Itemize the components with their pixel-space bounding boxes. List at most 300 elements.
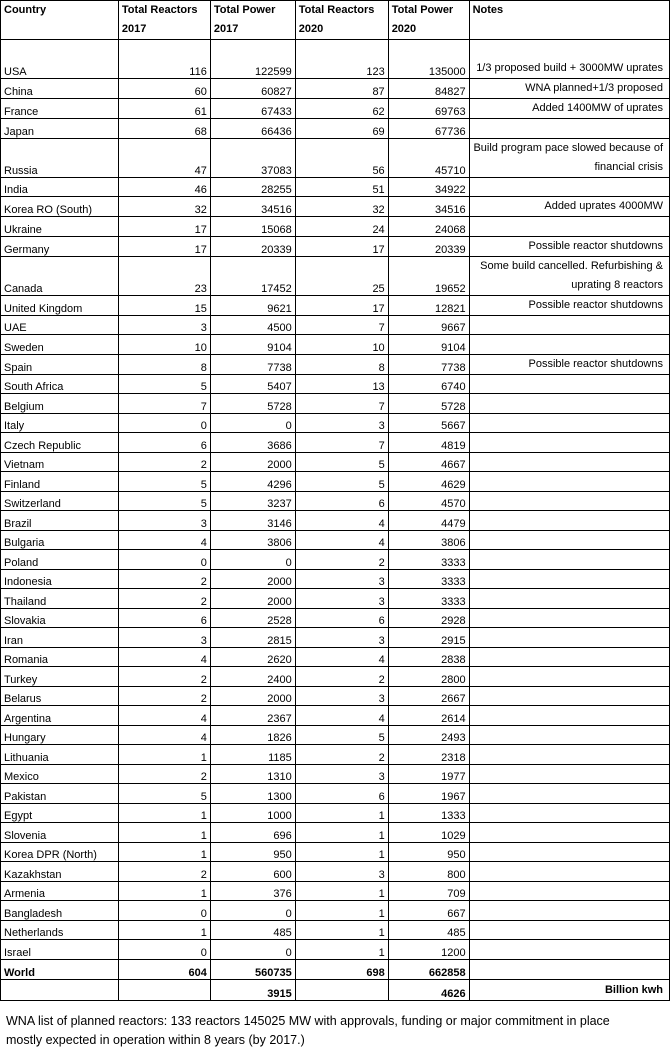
reactors-2020-cell: 5 xyxy=(295,452,388,472)
energy-total-row xyxy=(1,979,670,1000)
reactors-2017-cell: 3 xyxy=(118,511,210,531)
notes-cell xyxy=(469,472,669,492)
power-2020-cell: 4667 xyxy=(388,452,469,472)
table-row xyxy=(1,236,670,256)
country-cell: Bulgaria xyxy=(1,530,119,550)
power-2017-cell: 2000 xyxy=(210,569,295,589)
power-2017-cell: 0 xyxy=(210,940,295,960)
power-2017-cell: 37083 xyxy=(210,138,295,177)
notes-cell: Possible reactor shutdowns xyxy=(469,295,669,315)
power-2017-cell: 5728 xyxy=(210,394,295,414)
table-row xyxy=(1,901,670,921)
power-2017-cell: 696 xyxy=(210,823,295,843)
power-2017-cell: 3806 xyxy=(210,530,295,550)
power-2020-cell: 950 xyxy=(388,842,469,862)
power-2020-cell: 2838 xyxy=(388,647,469,667)
reactors-2020-cell: 3 xyxy=(295,569,388,589)
reactors-2017-cell: 2 xyxy=(118,452,210,472)
power-2017-cell: 2620 xyxy=(210,647,295,667)
power-2017-cell: 2000 xyxy=(210,686,295,706)
country-cell: Lithuania xyxy=(1,745,119,765)
table-row xyxy=(1,138,670,177)
power-2017-cell: 34516 xyxy=(210,197,295,217)
table-row xyxy=(1,745,670,765)
power-2017-cell: 2815 xyxy=(210,628,295,648)
reactors-2020-cell: 1 xyxy=(295,842,388,862)
table-row xyxy=(1,686,670,706)
country-cell: China xyxy=(1,79,119,99)
reactors-2020-cell: 2 xyxy=(295,550,388,570)
country-cell: South Africa xyxy=(1,374,119,394)
table-row xyxy=(1,940,670,960)
reactors-2020-cell: 25 xyxy=(295,256,388,295)
notes-cell xyxy=(469,628,669,648)
footer-line-1: WNA list of planned reactors: 133 reactors 145025 MW with approvals, funding or major commitment in place xyxy=(6,1014,610,1028)
reactors-2020-cell: 4 xyxy=(295,511,388,531)
reactors-2020-cell: 1 xyxy=(295,940,388,960)
power-2020-cell: 7738 xyxy=(388,354,469,374)
notes-cell xyxy=(469,823,669,843)
power-2020-cell: 1029 xyxy=(388,823,469,843)
country-cell: Finland xyxy=(1,472,119,492)
table-row xyxy=(1,706,670,726)
world-notes-cell xyxy=(469,959,669,979)
power-2017-cell: 2367 xyxy=(210,706,295,726)
country-cell: USA xyxy=(1,40,119,79)
reactors-2017-cell: 10 xyxy=(118,335,210,355)
notes-cell xyxy=(469,589,669,609)
reactors-2020-cell: 4 xyxy=(295,647,388,667)
header-power-2017: Total Power 2017 xyxy=(210,1,295,40)
power-2020-cell: 24068 xyxy=(388,217,469,237)
power-2017-cell: 1310 xyxy=(210,764,295,784)
table-row xyxy=(1,511,670,531)
reactors-2020-cell: 6 xyxy=(295,608,388,628)
world-power-2020: 662858 xyxy=(388,959,469,979)
power-2017-cell: 7738 xyxy=(210,354,295,374)
notes-cell xyxy=(469,394,669,414)
country-cell: Ukraine xyxy=(1,217,119,237)
power-2017-cell: 2000 xyxy=(210,452,295,472)
country-cell: Czech Republic xyxy=(1,433,119,453)
notes-cell xyxy=(469,491,669,511)
country-cell: Pakistan xyxy=(1,784,119,804)
table-row xyxy=(1,803,670,823)
power-2017-cell: 60827 xyxy=(210,79,295,99)
country-cell: Argentina xyxy=(1,706,119,726)
notes-cell xyxy=(469,647,669,667)
power-2017-cell: 600 xyxy=(210,862,295,882)
reactors-2017-cell: 0 xyxy=(118,413,210,433)
power-2017-cell: 4500 xyxy=(210,315,295,335)
reactors-2017-cell: 6 xyxy=(118,608,210,628)
power-2020-cell: 9667 xyxy=(388,315,469,335)
power-2017-cell: 2528 xyxy=(210,608,295,628)
energy-2020: 4626 xyxy=(388,979,469,1000)
world-total-row xyxy=(1,959,670,979)
power-2017-cell: 9104 xyxy=(210,335,295,355)
reactors-2020-cell: 123 xyxy=(295,40,388,79)
table-row xyxy=(1,667,670,687)
power-2017-cell: 0 xyxy=(210,901,295,921)
table-row xyxy=(1,550,670,570)
reactors-2017-cell: 15 xyxy=(118,295,210,315)
reactors-2020-cell: 51 xyxy=(295,177,388,197)
power-2017-cell: 9621 xyxy=(210,295,295,315)
country-cell: Kazakhstan xyxy=(1,862,119,882)
energy-unit-note: Billion kwh xyxy=(469,979,669,1000)
power-2020-cell: 19652 xyxy=(388,256,469,295)
reactors-2020-cell: 1 xyxy=(295,901,388,921)
country-cell: Indonesia xyxy=(1,569,119,589)
reactors-2020-cell: 3 xyxy=(295,628,388,648)
reactors-2017-cell: 5 xyxy=(118,491,210,511)
power-2020-cell: 3333 xyxy=(388,589,469,609)
power-2020-cell: 9104 xyxy=(388,335,469,355)
power-2017-cell: 4296 xyxy=(210,472,295,492)
footer-note xyxy=(6,1012,670,1050)
reactors-2017-cell: 0 xyxy=(118,901,210,921)
reactors-2017-cell: 17 xyxy=(118,217,210,237)
table-row xyxy=(1,40,670,79)
power-2020-cell: 34516 xyxy=(388,197,469,217)
power-2017-cell: 15068 xyxy=(210,217,295,237)
power-2020-cell: 6740 xyxy=(388,374,469,394)
notes-cell xyxy=(469,413,669,433)
power-2017-cell: 376 xyxy=(210,881,295,901)
country-cell: Korea RO (South) xyxy=(1,197,119,217)
reactors-2017-cell: 5 xyxy=(118,374,210,394)
reactors-2017-cell: 2 xyxy=(118,686,210,706)
table-row xyxy=(1,335,670,355)
power-2020-cell: 2800 xyxy=(388,667,469,687)
table-row xyxy=(1,354,670,374)
notes-cell xyxy=(469,940,669,960)
power-2017-cell: 3686 xyxy=(210,433,295,453)
reactors-2017-cell: 68 xyxy=(118,119,210,139)
table-row xyxy=(1,491,670,511)
country-cell: Slovenia xyxy=(1,823,119,843)
table-row xyxy=(1,589,670,609)
power-2020-cell: 3806 xyxy=(388,530,469,550)
country-cell: Hungary xyxy=(1,725,119,745)
table-row xyxy=(1,764,670,784)
header-row xyxy=(1,1,670,40)
country-cell: Turkey xyxy=(1,667,119,687)
reactors-2017-cell: 2 xyxy=(118,569,210,589)
notes-cell xyxy=(469,177,669,197)
reactors-2017-cell: 4 xyxy=(118,647,210,667)
world-label: World xyxy=(1,959,119,979)
table-row xyxy=(1,608,670,628)
power-2020-cell: 2915 xyxy=(388,628,469,648)
country-cell: Armenia xyxy=(1,881,119,901)
notes-cell xyxy=(469,511,669,531)
power-2020-cell: 69763 xyxy=(388,99,469,119)
reactors-2017-cell: 23 xyxy=(118,256,210,295)
notes-cell xyxy=(469,550,669,570)
power-2020-cell: 1333 xyxy=(388,803,469,823)
notes-cell xyxy=(469,335,669,355)
header-notes: Notes xyxy=(469,1,669,40)
reactors-2020-cell: 3 xyxy=(295,862,388,882)
notes-cell xyxy=(469,901,669,921)
world-reactors-2017: 604 xyxy=(118,959,210,979)
country-cell: Belgium xyxy=(1,394,119,414)
power-2017-cell: 3237 xyxy=(210,491,295,511)
table-row xyxy=(1,647,670,667)
country-cell: Canada xyxy=(1,256,119,295)
reactors-2020-cell: 3 xyxy=(295,413,388,433)
table-row xyxy=(1,784,670,804)
reactors-2017-cell: 5 xyxy=(118,784,210,804)
table-row xyxy=(1,256,670,295)
power-2020-cell: 1200 xyxy=(388,940,469,960)
notes-cell xyxy=(469,530,669,550)
country-cell: Spain xyxy=(1,354,119,374)
power-2020-cell: 5667 xyxy=(388,413,469,433)
notes-cell xyxy=(469,217,669,237)
country-cell: Brazil xyxy=(1,511,119,531)
country-cell: Switzerland xyxy=(1,491,119,511)
power-2017-cell: 122599 xyxy=(210,40,295,79)
notes-cell: Added uprates 4000MW xyxy=(469,197,669,217)
power-2020-cell: 12821 xyxy=(388,295,469,315)
reactors-2020-cell: 6 xyxy=(295,784,388,804)
power-2017-cell: 0 xyxy=(210,413,295,433)
country-cell: Italy xyxy=(1,413,119,433)
notes-cell: Some build cancelled. Refurbishing & uprating 8 reactors xyxy=(469,256,669,295)
reactors-2020-cell: 13 xyxy=(295,374,388,394)
header-reactors-2020: Total Reactors 2020 xyxy=(295,1,388,40)
notes-cell xyxy=(469,725,669,745)
country-cell: Egypt xyxy=(1,803,119,823)
country-cell: Sweden xyxy=(1,335,119,355)
power-2020-cell: 3333 xyxy=(388,569,469,589)
reactors-2020-cell: 1 xyxy=(295,881,388,901)
power-2017-cell: 0 xyxy=(210,550,295,570)
power-2020-cell: 2614 xyxy=(388,706,469,726)
reactors-2017-cell: 17 xyxy=(118,236,210,256)
reactors-2017-cell: 3 xyxy=(118,628,210,648)
table-row xyxy=(1,823,670,843)
power-2020-cell: 1977 xyxy=(388,764,469,784)
reactors-2020-cell: 4 xyxy=(295,530,388,550)
notes-cell xyxy=(469,842,669,862)
table-row xyxy=(1,530,670,550)
reactors-2020-cell: 62 xyxy=(295,99,388,119)
reactors-2017-cell: 1 xyxy=(118,881,210,901)
country-cell: Poland xyxy=(1,550,119,570)
notes-cell xyxy=(469,764,669,784)
notes-cell: Added 1400MW of uprates xyxy=(469,99,669,119)
reactors-2020-cell: 4 xyxy=(295,706,388,726)
power-2020-cell: 4629 xyxy=(388,472,469,492)
reactors-2020-cell: 1 xyxy=(295,803,388,823)
notes-cell xyxy=(469,803,669,823)
country-cell: France xyxy=(1,99,119,119)
energy-2017: 3915 xyxy=(210,979,295,1000)
reactors-2017-cell: 1 xyxy=(118,842,210,862)
power-2020-cell: 2318 xyxy=(388,745,469,765)
country-cell: Mexico xyxy=(1,764,119,784)
table-row xyxy=(1,119,670,139)
power-2017-cell: 1185 xyxy=(210,745,295,765)
reactors-2017-cell: 60 xyxy=(118,79,210,99)
power-2017-cell: 17452 xyxy=(210,256,295,295)
table-row xyxy=(1,99,670,119)
world-reactors-2020: 698 xyxy=(295,959,388,979)
notes-cell: Possible reactor shutdowns xyxy=(469,236,669,256)
power-2017-cell: 66436 xyxy=(210,119,295,139)
notes-cell xyxy=(469,686,669,706)
notes-cell xyxy=(469,119,669,139)
notes-cell xyxy=(469,452,669,472)
notes-cell xyxy=(469,433,669,453)
table-row xyxy=(1,79,670,99)
country-cell: Israel xyxy=(1,940,119,960)
table-row xyxy=(1,295,670,315)
reactors-2020-cell: 1 xyxy=(295,920,388,940)
country-cell: Thailand xyxy=(1,589,119,609)
power-2020-cell: 5728 xyxy=(388,394,469,414)
notes-cell xyxy=(469,374,669,394)
reactors-2020-cell: 2 xyxy=(295,667,388,687)
reactors-2017-cell: 47 xyxy=(118,138,210,177)
country-cell: Germany xyxy=(1,236,119,256)
power-2020-cell: 20339 xyxy=(388,236,469,256)
reactors-2017-cell: 8 xyxy=(118,354,210,374)
power-2017-cell: 1826 xyxy=(210,725,295,745)
power-2017-cell: 1000 xyxy=(210,803,295,823)
power-2017-cell: 3146 xyxy=(210,511,295,531)
reactors-2017-cell: 46 xyxy=(118,177,210,197)
notes-cell xyxy=(469,569,669,589)
reactors-2017-cell: 3 xyxy=(118,315,210,335)
power-2020-cell: 1967 xyxy=(388,784,469,804)
reactors-2017-cell: 1 xyxy=(118,803,210,823)
table-row xyxy=(1,472,670,492)
reactors-2020-cell: 2 xyxy=(295,745,388,765)
power-2020-cell: 800 xyxy=(388,862,469,882)
world-power-2017: 560735 xyxy=(210,959,295,979)
power-2017-cell: 5407 xyxy=(210,374,295,394)
footer-line-2: mostly expected in operation within 8 years (by 2017.) xyxy=(6,1033,305,1047)
power-2020-cell: 709 xyxy=(388,881,469,901)
power-2020-cell: 2667 xyxy=(388,686,469,706)
header-power-2020: Total Power 2020 xyxy=(388,1,469,40)
country-cell: Japan xyxy=(1,119,119,139)
reactors-2020-cell: 10 xyxy=(295,335,388,355)
power-2020-cell: 4479 xyxy=(388,511,469,531)
notes-cell: Build program pace slowed because of financial crisis xyxy=(469,138,669,177)
reactors-2020-cell: 3 xyxy=(295,764,388,784)
energy-empty-2 xyxy=(118,979,210,1000)
table-row xyxy=(1,433,670,453)
reactors-2020-cell: 8 xyxy=(295,354,388,374)
table-row xyxy=(1,394,670,414)
table-row xyxy=(1,628,670,648)
reactors-2017-cell: 32 xyxy=(118,197,210,217)
notes-cell xyxy=(469,862,669,882)
header-country: Country xyxy=(1,1,119,40)
notes-cell xyxy=(469,315,669,335)
country-cell: Bangladesh xyxy=(1,901,119,921)
power-2020-cell: 3333 xyxy=(388,550,469,570)
notes-cell xyxy=(469,881,669,901)
reactors-2020-cell: 87 xyxy=(295,79,388,99)
table-row xyxy=(1,217,670,237)
reactors-2020-cell: 56 xyxy=(295,138,388,177)
energy-empty-3 xyxy=(295,979,388,1000)
reactors-2017-cell: 7 xyxy=(118,394,210,414)
reactors-2020-cell: 6 xyxy=(295,491,388,511)
notes-cell xyxy=(469,608,669,628)
reactors-2017-cell: 4 xyxy=(118,530,210,550)
country-cell: Netherlands xyxy=(1,920,119,940)
reactors-2020-cell: 3 xyxy=(295,686,388,706)
country-cell: India xyxy=(1,177,119,197)
country-cell: Russia xyxy=(1,138,119,177)
reactors-2020-cell: 32 xyxy=(295,197,388,217)
table-row xyxy=(1,374,670,394)
country-cell: Romania xyxy=(1,647,119,667)
table-row xyxy=(1,842,670,862)
reactors-2017-cell: 1 xyxy=(118,745,210,765)
reactors-2017-cell: 2 xyxy=(118,667,210,687)
table-row xyxy=(1,862,670,882)
power-2020-cell: 67736 xyxy=(388,119,469,139)
notes-cell xyxy=(469,920,669,940)
notes-cell xyxy=(469,706,669,726)
reactors-2020-cell: 3 xyxy=(295,589,388,609)
country-cell: UAE xyxy=(1,315,119,335)
country-cell: Slovakia xyxy=(1,608,119,628)
table-row xyxy=(1,413,670,433)
reactors-2017-cell: 1 xyxy=(118,920,210,940)
power-2020-cell: 34922 xyxy=(388,177,469,197)
country-cell: Korea DPR (North) xyxy=(1,842,119,862)
country-cell: Iran xyxy=(1,628,119,648)
table-row xyxy=(1,177,670,197)
reactors-2017-cell: 2 xyxy=(118,764,210,784)
table-row xyxy=(1,452,670,472)
power-2017-cell: 20339 xyxy=(210,236,295,256)
country-cell: United Kingdom xyxy=(1,295,119,315)
power-2020-cell: 2493 xyxy=(388,725,469,745)
reactors-2017-cell: 4 xyxy=(118,725,210,745)
notes-cell xyxy=(469,784,669,804)
power-2017-cell: 1300 xyxy=(210,784,295,804)
reactors-2017-cell: 116 xyxy=(118,40,210,79)
country-cell: Belarus xyxy=(1,686,119,706)
power-2017-cell: 28255 xyxy=(210,177,295,197)
reactors-2017-cell: 6 xyxy=(118,433,210,453)
power-2020-cell: 667 xyxy=(388,901,469,921)
table-row xyxy=(1,920,670,940)
header-reactors-2017: Total Reactors 2017 xyxy=(118,1,210,40)
reactors-2017-cell: 2 xyxy=(118,589,210,609)
table-row xyxy=(1,725,670,745)
reactors-2020-cell: 5 xyxy=(295,472,388,492)
table-row xyxy=(1,569,670,589)
reactors-2020-cell: 7 xyxy=(295,315,388,335)
reactors-2020-cell: 7 xyxy=(295,394,388,414)
power-2020-cell: 4819 xyxy=(388,433,469,453)
reactors-2020-cell: 1 xyxy=(295,823,388,843)
power-2020-cell: 84827 xyxy=(388,79,469,99)
table-row xyxy=(1,881,670,901)
